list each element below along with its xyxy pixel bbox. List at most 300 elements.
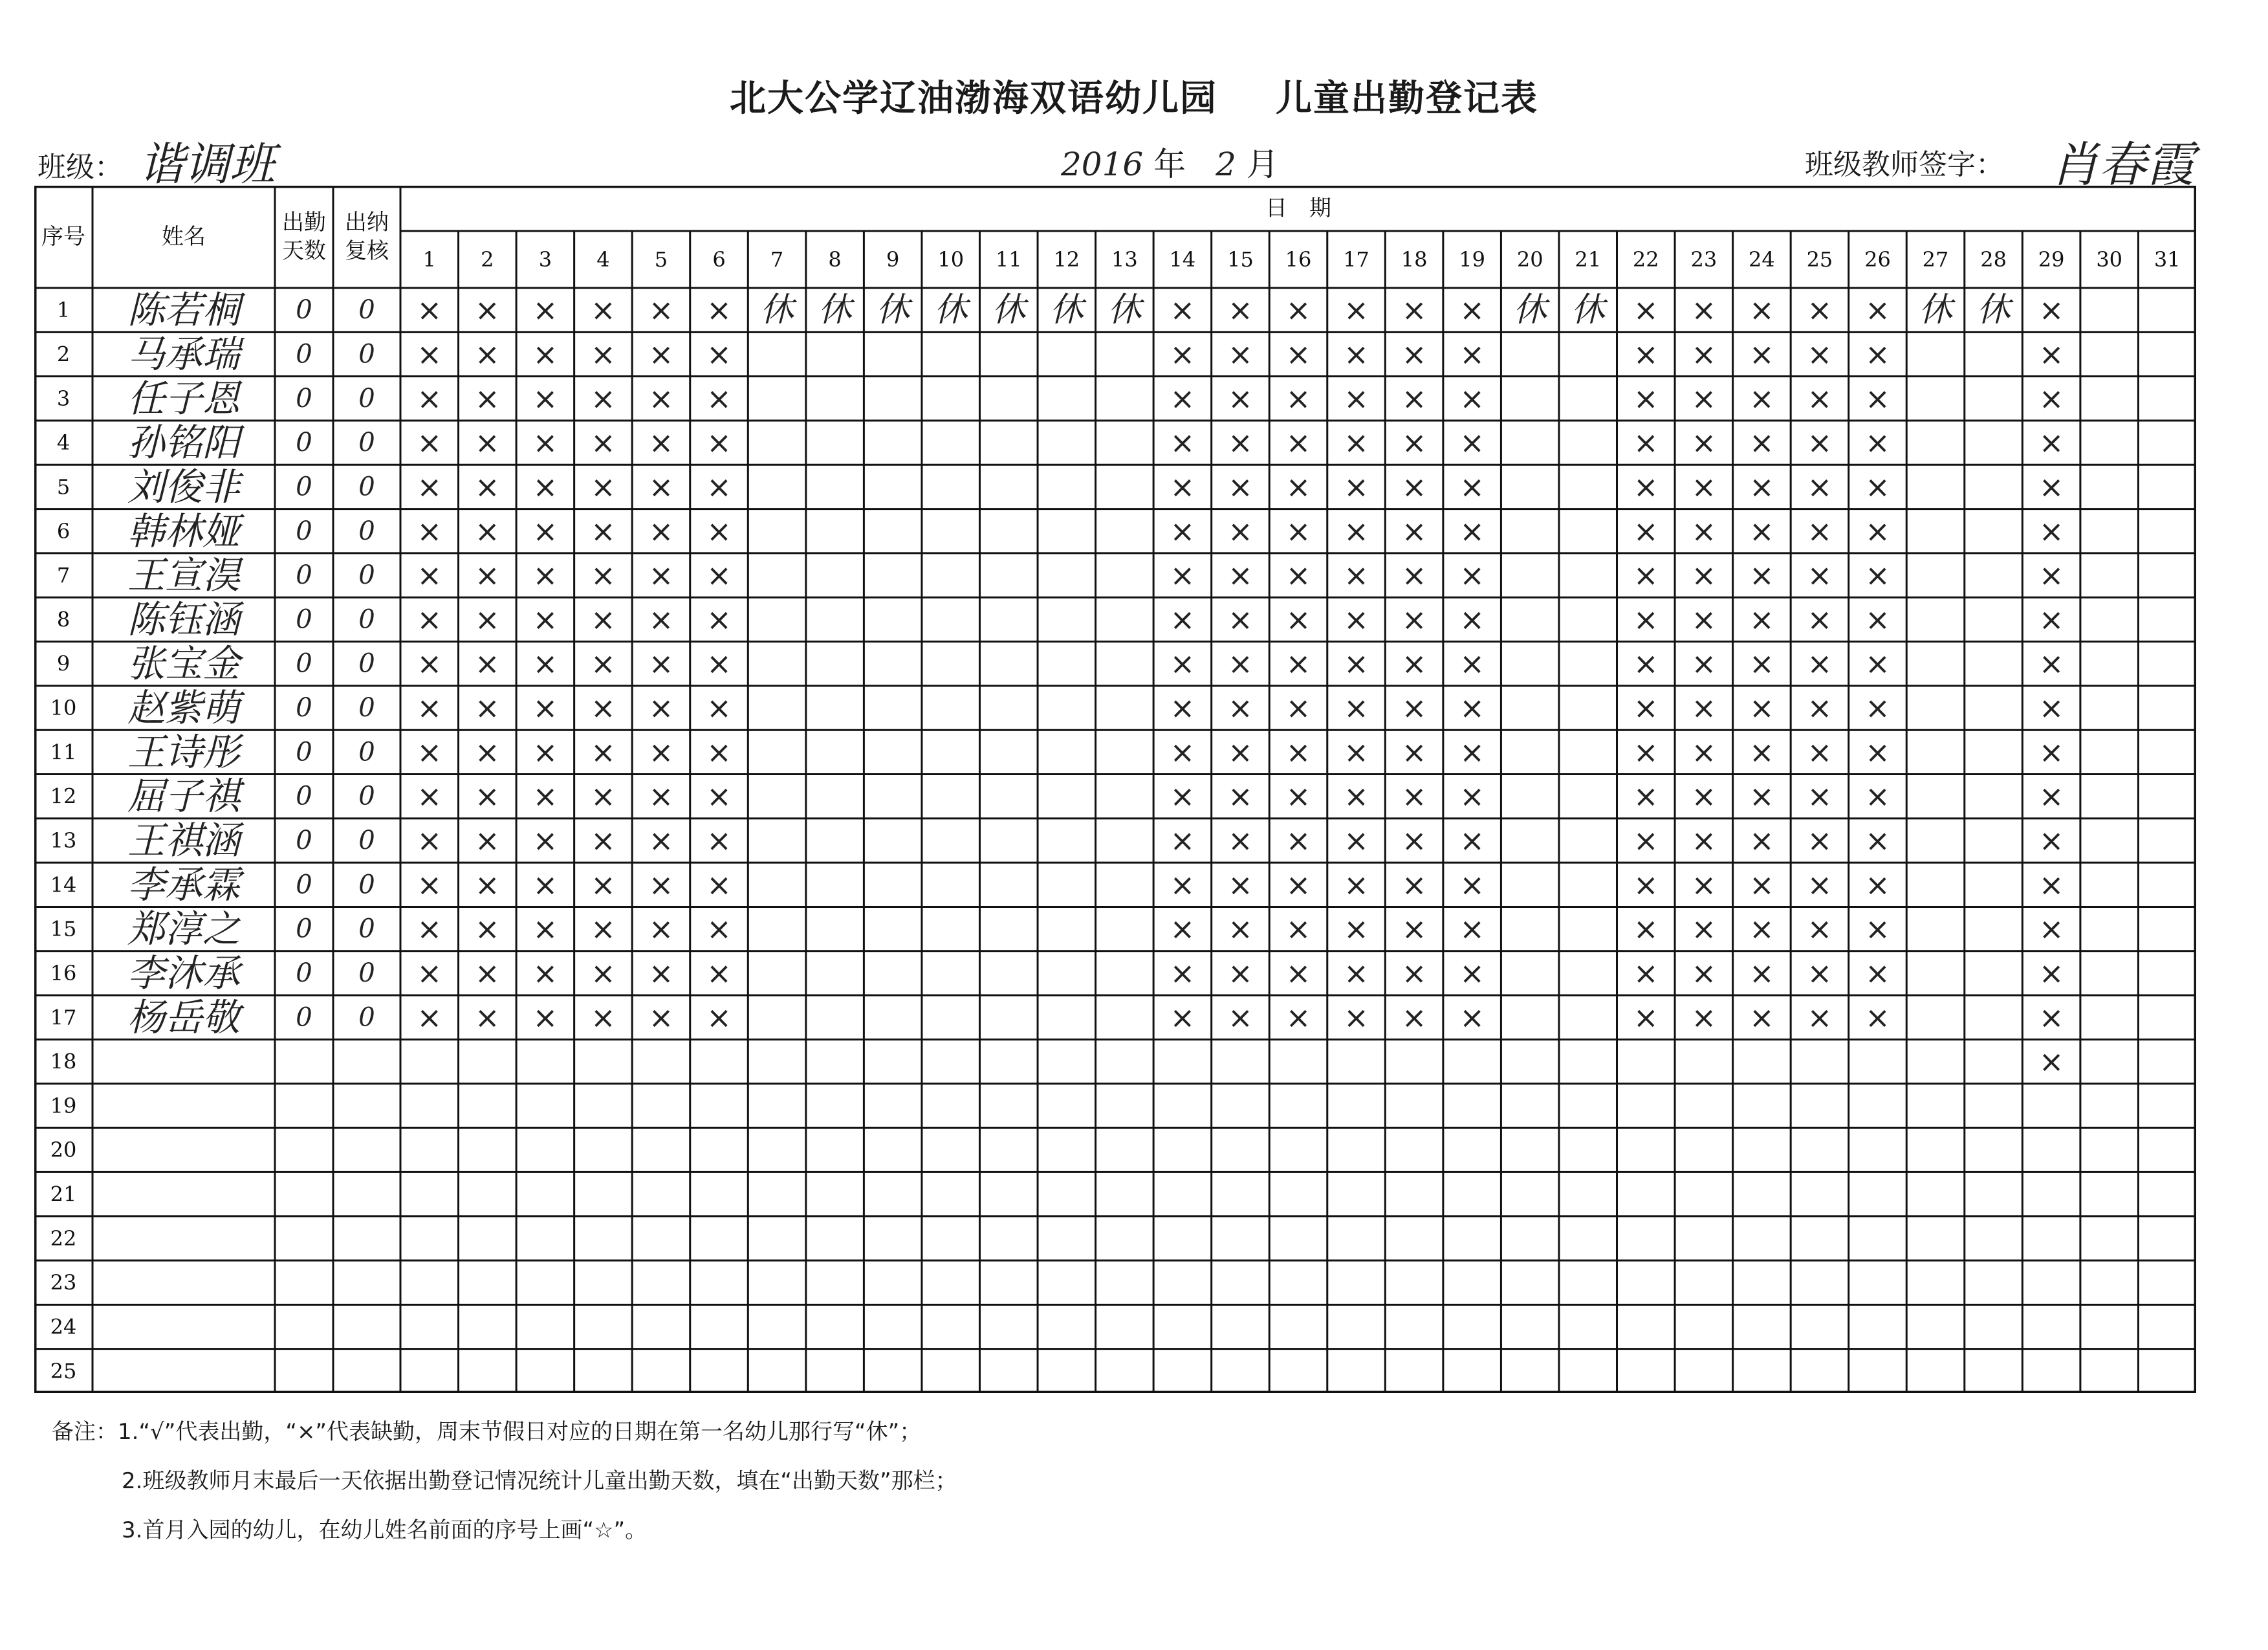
absence-mark[interactable]: × xyxy=(417,380,442,416)
absence-mark[interactable]: × xyxy=(417,602,442,637)
absence-mark[interactable]: × xyxy=(1459,734,1485,770)
absence-mark[interactable]: × xyxy=(475,646,500,681)
absence-mark[interactable]: × xyxy=(648,911,674,947)
absence-mark[interactable]: × xyxy=(2038,469,2064,505)
attend-days-value[interactable]: 0 xyxy=(296,428,312,458)
absence-mark[interactable]: × xyxy=(2038,690,2064,726)
absence-mark[interactable]: × xyxy=(591,558,616,593)
holiday-mark[interactable]: 休 xyxy=(760,291,794,330)
absence-mark[interactable]: × xyxy=(1807,955,1833,991)
absence-mark[interactable]: × xyxy=(1691,558,1717,593)
absence-mark[interactable]: × xyxy=(1285,867,1311,903)
absence-mark[interactable]: × xyxy=(1344,867,1369,903)
absence-mark[interactable]: × xyxy=(1344,734,1369,770)
absence-mark[interactable]: × xyxy=(1344,823,1369,858)
absence-mark[interactable]: × xyxy=(475,955,500,991)
absence-mark[interactable]: × xyxy=(1633,823,1659,858)
absence-mark[interactable]: × xyxy=(475,513,500,549)
absence-mark[interactable]: × xyxy=(1401,513,1427,549)
absence-mark[interactable]: × xyxy=(1228,778,1253,814)
absence-mark[interactable]: × xyxy=(1228,1000,1253,1035)
absence-mark[interactable]: × xyxy=(1344,646,1369,681)
child-name[interactable]: 任子恩 xyxy=(127,376,241,421)
absence-mark[interactable]: × xyxy=(475,778,500,814)
absence-mark[interactable]: × xyxy=(1459,690,1485,726)
absence-mark[interactable]: × xyxy=(1691,823,1717,858)
absence-mark[interactable]: × xyxy=(706,336,732,372)
absence-mark[interactable]: × xyxy=(591,380,616,416)
absence-mark[interactable]: × xyxy=(1401,469,1427,505)
absence-mark[interactable]: × xyxy=(2038,380,2064,416)
absence-mark[interactable]: × xyxy=(1344,425,1369,461)
absence-mark[interactable]: × xyxy=(1633,778,1659,814)
absence-mark[interactable]: × xyxy=(706,911,732,947)
child-name[interactable]: 孙铭阳 xyxy=(127,421,241,465)
absence-mark[interactable]: × xyxy=(1285,558,1311,593)
absence-mark[interactable]: × xyxy=(417,558,442,593)
absence-mark[interactable]: × xyxy=(648,336,674,372)
absence-mark[interactable]: × xyxy=(648,867,674,903)
absence-mark[interactable]: × xyxy=(1401,955,1427,991)
absence-mark[interactable]: × xyxy=(475,380,500,416)
absence-mark[interactable]: × xyxy=(1285,1000,1311,1035)
absence-mark[interactable]: × xyxy=(648,690,674,726)
child-name[interactable]: 屈子祺 xyxy=(127,774,241,819)
review-value[interactable]: 0 xyxy=(358,648,375,679)
absence-mark[interactable]: × xyxy=(417,734,442,770)
absence-mark[interactable]: × xyxy=(1285,602,1311,637)
absence-mark[interactable]: × xyxy=(1401,558,1427,593)
child-name[interactable]: 郑淳之 xyxy=(127,907,241,951)
absence-mark[interactable]: × xyxy=(706,867,732,903)
absence-mark[interactable]: × xyxy=(1459,1000,1485,1035)
absence-mark[interactable]: × xyxy=(417,513,442,549)
absence-mark[interactable]: × xyxy=(648,425,674,461)
absence-mark[interactable]: × xyxy=(1170,778,1195,814)
holiday-mark[interactable]: 休 xyxy=(1919,291,1953,330)
absence-mark[interactable]: × xyxy=(2038,646,2064,681)
month-value[interactable]: 2 xyxy=(1216,146,1236,183)
absence-mark[interactable]: × xyxy=(1807,513,1833,549)
absence-mark[interactable]: × xyxy=(1807,380,1833,416)
absence-mark[interactable]: × xyxy=(475,1000,500,1035)
absence-mark[interactable]: × xyxy=(706,292,732,328)
absence-mark[interactable]: × xyxy=(1401,1000,1427,1035)
absence-mark[interactable]: × xyxy=(648,380,674,416)
absence-mark[interactable]: × xyxy=(417,778,442,814)
absence-mark[interactable]: × xyxy=(706,602,732,637)
absence-mark[interactable]: × xyxy=(1749,558,1774,593)
absence-mark[interactable]: × xyxy=(1633,911,1659,947)
absence-mark[interactable]: × xyxy=(1633,867,1659,903)
absence-mark[interactable]: × xyxy=(591,336,616,372)
absence-mark[interactable]: × xyxy=(532,646,558,681)
absence-mark[interactable]: × xyxy=(591,292,616,328)
absence-mark[interactable]: × xyxy=(648,823,674,858)
attend-days-value[interactable]: 0 xyxy=(296,958,312,988)
absence-mark[interactable]: × xyxy=(1401,734,1427,770)
absence-mark[interactable]: × xyxy=(1459,513,1485,549)
absence-mark[interactable]: × xyxy=(1228,380,1253,416)
absence-mark[interactable]: × xyxy=(1633,602,1659,637)
review-value[interactable]: 0 xyxy=(358,737,375,767)
absence-mark[interactable]: × xyxy=(1865,336,1890,372)
absence-mark[interactable]: × xyxy=(591,690,616,726)
absence-mark[interactable]: × xyxy=(1749,336,1774,372)
absence-mark[interactable]: × xyxy=(1285,513,1311,549)
absence-mark[interactable]: × xyxy=(532,558,558,593)
absence-mark[interactable]: × xyxy=(1170,734,1195,770)
absence-mark[interactable]: × xyxy=(417,336,442,372)
absence-mark[interactable]: × xyxy=(1691,292,1717,328)
absence-mark[interactable]: × xyxy=(1865,955,1890,991)
attend-days-value[interactable]: 0 xyxy=(296,560,312,591)
child-name[interactable]: 李沐承 xyxy=(127,951,241,995)
year-value[interactable]: 2016 xyxy=(1061,146,1144,183)
absence-mark[interactable]: × xyxy=(706,380,732,416)
absence-mark[interactable]: × xyxy=(1228,911,1253,947)
absence-mark[interactable]: × xyxy=(532,513,558,549)
attend-days-value[interactable]: 0 xyxy=(296,914,312,944)
absence-mark[interactable]: × xyxy=(532,778,558,814)
absence-mark[interactable]: × xyxy=(532,823,558,858)
absence-mark[interactable]: × xyxy=(1865,646,1890,681)
absence-mark[interactable]: × xyxy=(1633,955,1659,991)
absence-mark[interactable]: × xyxy=(1865,469,1890,505)
absence-mark[interactable]: × xyxy=(648,513,674,549)
absence-mark[interactable]: × xyxy=(1691,336,1717,372)
absence-mark[interactable]: × xyxy=(706,558,732,593)
absence-mark[interactable]: × xyxy=(1865,513,1890,549)
absence-mark[interactable]: × xyxy=(1691,469,1717,505)
absence-mark[interactable]: × xyxy=(706,646,732,681)
absence-mark[interactable]: × xyxy=(2038,1000,2064,1035)
absence-mark[interactable]: × xyxy=(1633,558,1659,593)
child-name[interactable]: 陈钰涵 xyxy=(127,597,241,642)
absence-mark[interactable]: × xyxy=(1459,469,1485,505)
absence-mark[interactable]: × xyxy=(1459,425,1485,461)
absence-mark[interactable]: × xyxy=(1170,602,1195,637)
absence-mark[interactable]: × xyxy=(1865,425,1890,461)
child-name[interactable]: 赵紫萌 xyxy=(127,686,241,731)
child-name[interactable]: 杨岳敬 xyxy=(127,995,241,1040)
holiday-mark[interactable]: 休 xyxy=(1571,291,1605,330)
child-name[interactable]: 王祺涵 xyxy=(127,819,241,863)
absence-mark[interactable]: × xyxy=(1228,513,1253,549)
absence-mark[interactable]: × xyxy=(1344,778,1369,814)
absence-mark[interactable]: × xyxy=(1170,292,1195,328)
absence-mark[interactable]: × xyxy=(1170,558,1195,593)
absence-mark[interactable]: × xyxy=(648,955,674,991)
absence-mark[interactable]: × xyxy=(706,425,732,461)
attend-days-value[interactable]: 0 xyxy=(296,870,312,900)
absence-mark[interactable]: × xyxy=(1807,1000,1833,1035)
absence-mark[interactable]: × xyxy=(706,690,732,726)
absence-mark[interactable]: × xyxy=(1633,513,1659,549)
review-value[interactable]: 0 xyxy=(358,383,375,413)
absence-mark[interactable]: × xyxy=(648,469,674,505)
child-name[interactable]: 马承瑞 xyxy=(127,332,241,377)
absence-mark[interactable]: × xyxy=(1459,955,1485,991)
absence-mark[interactable]: × xyxy=(1170,955,1195,991)
absence-mark[interactable]: × xyxy=(1807,646,1833,681)
absence-mark[interactable]: × xyxy=(1691,955,1717,991)
absence-mark[interactable]: × xyxy=(706,734,732,770)
absence-mark[interactable]: × xyxy=(2038,558,2064,593)
absence-mark[interactable]: × xyxy=(1459,602,1485,637)
absence-mark[interactable]: × xyxy=(1344,380,1369,416)
absence-mark[interactable]: × xyxy=(1459,336,1485,372)
absence-mark[interactable]: × xyxy=(2038,513,2064,549)
absence-mark[interactable]: × xyxy=(532,867,558,903)
absence-mark[interactable]: × xyxy=(648,292,674,328)
absence-mark[interactable]: × xyxy=(417,823,442,858)
absence-mark[interactable]: × xyxy=(706,778,732,814)
absence-mark[interactable]: × xyxy=(1749,778,1774,814)
absence-mark[interactable]: × xyxy=(2038,955,2064,991)
absence-mark[interactable]: × xyxy=(1401,823,1427,858)
absence-mark[interactable]: × xyxy=(1170,867,1195,903)
absence-mark[interactable]: × xyxy=(1633,336,1659,372)
attend-days-value[interactable]: 0 xyxy=(296,693,312,723)
absence-mark[interactable]: × xyxy=(1865,602,1890,637)
absence-mark[interactable]: × xyxy=(1691,867,1717,903)
absence-mark[interactable]: × xyxy=(475,823,500,858)
review-value[interactable]: 0 xyxy=(358,428,375,458)
absence-mark[interactable]: × xyxy=(1228,469,1253,505)
absence-mark[interactable]: × xyxy=(1228,292,1253,328)
absence-mark[interactable]: × xyxy=(1633,690,1659,726)
absence-mark[interactable]: × xyxy=(2038,425,2064,461)
absence-mark[interactable]: × xyxy=(417,911,442,947)
absence-mark[interactable]: × xyxy=(1691,734,1717,770)
absence-mark[interactable]: × xyxy=(2038,867,2064,903)
absence-mark[interactable]: × xyxy=(591,911,616,947)
absence-mark[interactable]: × xyxy=(591,513,616,549)
absence-mark[interactable]: × xyxy=(1749,602,1774,637)
absence-mark[interactable]: × xyxy=(1749,690,1774,726)
absence-mark[interactable]: × xyxy=(1807,778,1833,814)
absence-mark[interactable]: × xyxy=(1401,602,1427,637)
absence-mark[interactable]: × xyxy=(2038,1044,2064,1079)
absence-mark[interactable]: × xyxy=(1228,734,1253,770)
absence-mark[interactable]: × xyxy=(417,955,442,991)
attend-days-value[interactable]: 0 xyxy=(296,1002,312,1033)
absence-mark[interactable]: × xyxy=(1691,602,1717,637)
absence-mark[interactable]: × xyxy=(1285,646,1311,681)
attend-days-value[interactable]: 0 xyxy=(296,383,312,413)
attend-days-value[interactable]: 0 xyxy=(296,826,312,855)
absence-mark[interactable]: × xyxy=(591,734,616,770)
attend-days-value[interactable]: 0 xyxy=(296,339,312,369)
absence-mark[interactable]: × xyxy=(706,469,732,505)
absence-mark[interactable]: × xyxy=(1749,955,1774,991)
absence-mark[interactable]: × xyxy=(1749,911,1774,947)
absence-mark[interactable]: × xyxy=(1228,558,1253,593)
holiday-mark[interactable]: 休 xyxy=(1976,291,2011,330)
absence-mark[interactable]: × xyxy=(1344,955,1369,991)
absence-mark[interactable]: × xyxy=(1633,380,1659,416)
absence-mark[interactable]: × xyxy=(1170,425,1195,461)
attend-days-value[interactable]: 0 xyxy=(296,295,312,325)
absence-mark[interactable]: × xyxy=(1170,513,1195,549)
review-value[interactable]: 0 xyxy=(358,604,375,635)
absence-mark[interactable]: × xyxy=(1459,867,1485,903)
absence-mark[interactable]: × xyxy=(1459,646,1485,681)
review-value[interactable]: 0 xyxy=(358,914,375,944)
absence-mark[interactable]: × xyxy=(1865,690,1890,726)
absence-mark[interactable]: × xyxy=(1344,469,1369,505)
absence-mark[interactable]: × xyxy=(1228,867,1253,903)
review-value[interactable]: 0 xyxy=(358,958,375,988)
teacher-signature[interactable]: 肖春霞 xyxy=(2051,137,2194,193)
absence-mark[interactable]: × xyxy=(648,778,674,814)
absence-mark[interactable]: × xyxy=(1633,292,1659,328)
absence-mark[interactable]: × xyxy=(1170,646,1195,681)
absence-mark[interactable]: × xyxy=(1459,778,1485,814)
absence-mark[interactable]: × xyxy=(1691,425,1717,461)
absence-mark[interactable]: × xyxy=(1401,336,1427,372)
absence-mark[interactable]: × xyxy=(417,1000,442,1035)
absence-mark[interactable]: × xyxy=(417,425,442,461)
absence-mark[interactable]: × xyxy=(1749,734,1774,770)
absence-mark[interactable]: × xyxy=(1401,646,1427,681)
absence-mark[interactable]: × xyxy=(417,690,442,726)
absence-mark[interactable]: × xyxy=(1865,911,1890,947)
absence-mark[interactable]: × xyxy=(1691,513,1717,549)
absence-mark[interactable]: × xyxy=(1228,955,1253,991)
absence-mark[interactable]: × xyxy=(475,558,500,593)
absence-mark[interactable]: × xyxy=(1807,690,1833,726)
absence-mark[interactable]: × xyxy=(532,1000,558,1035)
review-value[interactable]: 0 xyxy=(358,560,375,591)
attend-days-value[interactable]: 0 xyxy=(296,737,312,767)
absence-mark[interactable]: × xyxy=(1170,1000,1195,1035)
absence-mark[interactable]: × xyxy=(1285,823,1311,858)
absence-mark[interactable]: × xyxy=(1170,911,1195,947)
absence-mark[interactable]: × xyxy=(648,558,674,593)
attend-days-value[interactable]: 0 xyxy=(296,472,312,502)
holiday-mark[interactable]: 休 xyxy=(992,291,1026,330)
absence-mark[interactable]: × xyxy=(1228,336,1253,372)
absence-mark[interactable]: × xyxy=(2038,823,2064,858)
absence-mark[interactable]: × xyxy=(1865,823,1890,858)
absence-mark[interactable]: × xyxy=(1807,558,1833,593)
review-value[interactable]: 0 xyxy=(358,472,375,502)
child-name[interactable]: 刘俊非 xyxy=(127,465,241,509)
attend-days-value[interactable]: 0 xyxy=(296,781,312,811)
absence-mark[interactable]: × xyxy=(1344,336,1369,372)
absence-mark[interactable]: × xyxy=(2038,602,2064,637)
absence-mark[interactable]: × xyxy=(1344,558,1369,593)
absence-mark[interactable]: × xyxy=(532,734,558,770)
absence-mark[interactable]: × xyxy=(706,1000,732,1035)
absence-mark[interactable]: × xyxy=(1865,380,1890,416)
absence-mark[interactable]: × xyxy=(1285,292,1311,328)
holiday-mark[interactable]: 休 xyxy=(1107,291,1142,330)
absence-mark[interactable]: × xyxy=(1285,425,1311,461)
absence-mark[interactable]: × xyxy=(475,292,500,328)
absence-mark[interactable]: × xyxy=(1749,823,1774,858)
absence-mark[interactable]: × xyxy=(1228,690,1253,726)
absence-mark[interactable]: × xyxy=(532,602,558,637)
absence-mark[interactable]: × xyxy=(1633,1000,1659,1035)
absence-mark[interactable]: × xyxy=(1691,646,1717,681)
absence-mark[interactable]: × xyxy=(1285,734,1311,770)
absence-mark[interactable]: × xyxy=(1749,292,1774,328)
absence-mark[interactable]: × xyxy=(1865,867,1890,903)
absence-mark[interactable]: × xyxy=(1401,690,1427,726)
absence-mark[interactable]: × xyxy=(1459,380,1485,416)
absence-mark[interactable]: × xyxy=(1807,867,1833,903)
absence-mark[interactable]: × xyxy=(1401,867,1427,903)
absence-mark[interactable]: × xyxy=(1807,336,1833,372)
absence-mark[interactable]: × xyxy=(648,1000,674,1035)
absence-mark[interactable]: × xyxy=(591,955,616,991)
absence-mark[interactable]: × xyxy=(1170,690,1195,726)
review-value[interactable]: 0 xyxy=(358,516,375,546)
child-name[interactable]: 张宝金 xyxy=(127,641,241,686)
absence-mark[interactable]: × xyxy=(1749,513,1774,549)
absence-mark[interactable]: × xyxy=(1749,425,1774,461)
absence-mark[interactable]: × xyxy=(532,292,558,328)
absence-mark[interactable]: × xyxy=(475,734,500,770)
absence-mark[interactable]: × xyxy=(1344,1000,1369,1035)
absence-mark[interactable]: × xyxy=(532,425,558,461)
absence-mark[interactable]: × xyxy=(1865,778,1890,814)
absence-mark[interactable]: × xyxy=(1633,646,1659,681)
absence-mark[interactable]: × xyxy=(706,955,732,991)
attend-days-value[interactable]: 0 xyxy=(296,516,312,546)
absence-mark[interactable]: × xyxy=(1228,425,1253,461)
review-value[interactable]: 0 xyxy=(358,826,375,855)
absence-mark[interactable]: × xyxy=(532,955,558,991)
attend-days-value[interactable]: 0 xyxy=(296,604,312,635)
absence-mark[interactable]: × xyxy=(1170,823,1195,858)
child-name[interactable]: 韩林娅 xyxy=(127,509,241,553)
absence-mark[interactable]: × xyxy=(1170,336,1195,372)
absence-mark[interactable]: × xyxy=(648,734,674,770)
absence-mark[interactable]: × xyxy=(591,646,616,681)
absence-mark[interactable]: × xyxy=(417,867,442,903)
absence-mark[interactable]: × xyxy=(1344,602,1369,637)
absence-mark[interactable]: × xyxy=(1170,469,1195,505)
absence-mark[interactable]: × xyxy=(1865,292,1890,328)
review-value[interactable]: 0 xyxy=(358,870,375,900)
absence-mark[interactable]: × xyxy=(1807,734,1833,770)
absence-mark[interactable]: × xyxy=(1691,778,1717,814)
holiday-mark[interactable]: 休 xyxy=(876,291,910,330)
attend-days-value[interactable]: 0 xyxy=(296,648,312,679)
absence-mark[interactable]: × xyxy=(1749,469,1774,505)
absence-mark[interactable]: × xyxy=(2038,778,2064,814)
absence-mark[interactable]: × xyxy=(1749,867,1774,903)
absence-mark[interactable]: × xyxy=(475,469,500,505)
child-name[interactable]: 李承霖 xyxy=(127,863,241,907)
absence-mark[interactable]: × xyxy=(1285,336,1311,372)
absence-mark[interactable]: × xyxy=(532,911,558,947)
absence-mark[interactable]: × xyxy=(648,602,674,637)
absence-mark[interactable]: × xyxy=(1865,734,1890,770)
absence-mark[interactable]: × xyxy=(1807,425,1833,461)
absence-mark[interactable]: × xyxy=(1807,602,1833,637)
absence-mark[interactable]: × xyxy=(2038,911,2064,947)
absence-mark[interactable]: × xyxy=(417,292,442,328)
absence-mark[interactable]: × xyxy=(1691,911,1717,947)
review-value[interactable]: 0 xyxy=(358,339,375,369)
absence-mark[interactable]: × xyxy=(1807,911,1833,947)
absence-mark[interactable]: × xyxy=(1228,646,1253,681)
